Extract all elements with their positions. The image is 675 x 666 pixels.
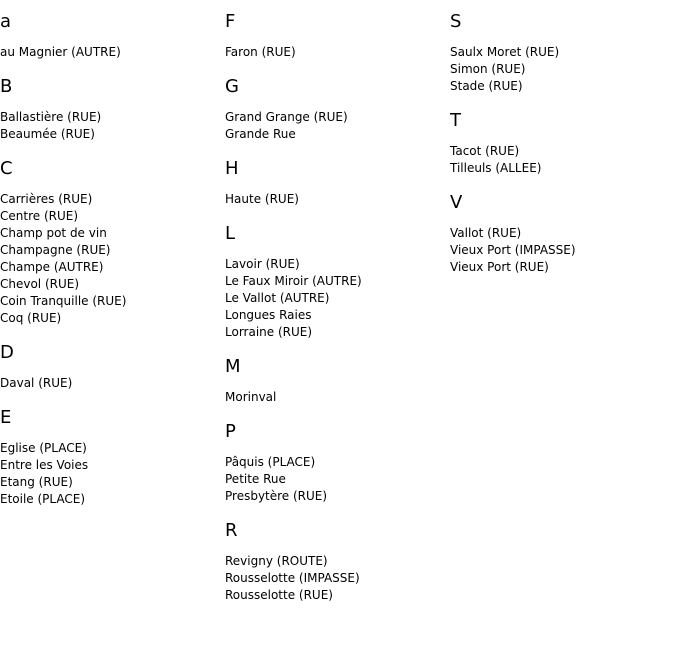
letter-group-s (450, 11, 670, 95)
street-list (225, 553, 445, 604)
letter-heading: D (0, 342, 14, 363)
letter-group-t (450, 110, 670, 177)
street-item: Petite Rue (225, 472, 286, 486)
street-item: Grand Grange (RUE) (225, 110, 348, 124)
street-item: Lorraine (RUE) (225, 325, 313, 339)
street-item: Le Vallot (AUTRE) (225, 291, 330, 305)
street-item: au Magnier (AUTRE) (0, 45, 121, 59)
street-item: Ballastière (RUE) (0, 110, 102, 124)
street-list (225, 44, 445, 61)
street-item: Chevol (RUE) (0, 277, 80, 291)
street-item: Entre les Voies (0, 458, 89, 472)
letter-group-b (0, 76, 220, 143)
street-item: Tilleuls (ALLEE) (450, 161, 542, 175)
street-item: Rousselotte (RUE) (225, 588, 333, 602)
street-item: Stade (RUE) (450, 79, 523, 93)
street-item: Revigny (ROUTE) (225, 554, 328, 568)
street-item: Presbytère (RUE) (225, 489, 328, 503)
street-index-column-2 (225, 11, 445, 619)
street-item: Coq (RUE) (0, 311, 62, 325)
street-item: Faron (RUE) (225, 45, 296, 59)
letter-heading: S (450, 11, 462, 32)
street-item: Haute (RUE) (225, 192, 299, 206)
street-index-column-1 (0, 11, 220, 523)
letter-group-c (0, 158, 220, 327)
letter-heading: V (450, 192, 463, 213)
street-item: Morinval (225, 390, 277, 404)
street-item: Champagne (RUE) (0, 243, 111, 257)
street-item: Pâquis (PLACE) (225, 455, 316, 469)
letter-heading: F (225, 11, 236, 32)
street-list (450, 225, 670, 276)
letter-group-f (225, 11, 445, 61)
letter-heading: L (225, 223, 236, 244)
street-item: Centre (RUE) (0, 209, 79, 223)
street-list (450, 143, 670, 177)
street-item: Grande Rue (225, 127, 296, 141)
street-list (225, 109, 445, 143)
street-list (450, 44, 670, 95)
letter-heading: C (0, 158, 13, 179)
street-index-column-3 (450, 11, 670, 291)
street-item: Vieux Port (IMPASSE) (450, 243, 576, 257)
street-item: Champe (AUTRE) (0, 260, 104, 274)
letter-heading: R (225, 520, 238, 541)
street-item: Daval (RUE) (0, 376, 73, 390)
street-item: Champ pot de vin (0, 226, 107, 240)
letter-group-r (225, 520, 445, 604)
letter-heading: T (450, 110, 461, 131)
letter-group-v (450, 192, 670, 276)
street-item: Tacot (RUE) (450, 144, 520, 158)
letter-heading: E (0, 407, 12, 428)
letter-group-a (0, 11, 220, 61)
letter-heading: H (225, 158, 239, 179)
street-item: Vieux Port (RUE) (450, 260, 549, 274)
street-list (225, 389, 445, 406)
street-item: Etoile (PLACE) (0, 492, 86, 506)
street-item: Beaumée (RUE) (0, 127, 95, 141)
letter-heading: B (0, 76, 13, 97)
street-item: Simon (RUE) (450, 62, 526, 76)
street-item: Vallot (RUE) (450, 226, 522, 240)
letter-group-d (0, 342, 220, 392)
street-item: Etang (RUE) (0, 475, 73, 489)
street-item: Coin Tranquille (RUE) (0, 294, 127, 308)
street-item: Longues Raies (225, 308, 312, 322)
street-list (0, 109, 220, 143)
street-list (0, 375, 220, 392)
letter-group-m (225, 356, 445, 406)
street-item: Eglise (PLACE) (0, 441, 87, 455)
letter-heading: G (225, 76, 239, 97)
street-list (0, 191, 220, 327)
letter-group-l (225, 223, 445, 341)
letter-group-g (225, 76, 445, 143)
letter-heading: P (225, 421, 236, 442)
street-item: Lavoir (RUE) (225, 257, 300, 271)
street-list (225, 454, 445, 505)
street-item: Saulx Moret (RUE) (450, 45, 560, 59)
letter-group-p (225, 421, 445, 505)
street-list (0, 44, 220, 61)
street-item: Le Faux Miroir (AUTRE) (225, 274, 362, 288)
street-item: Rousselotte (IMPASSE) (225, 571, 360, 585)
letter-group-h (225, 158, 445, 208)
letter-heading: a (0, 11, 12, 32)
letter-group-e (0, 407, 220, 508)
street-list (225, 256, 445, 341)
letter-heading: M (225, 356, 241, 377)
street-item: Carrières (RUE) (0, 192, 93, 206)
street-list (0, 440, 220, 508)
street-list (225, 191, 445, 208)
